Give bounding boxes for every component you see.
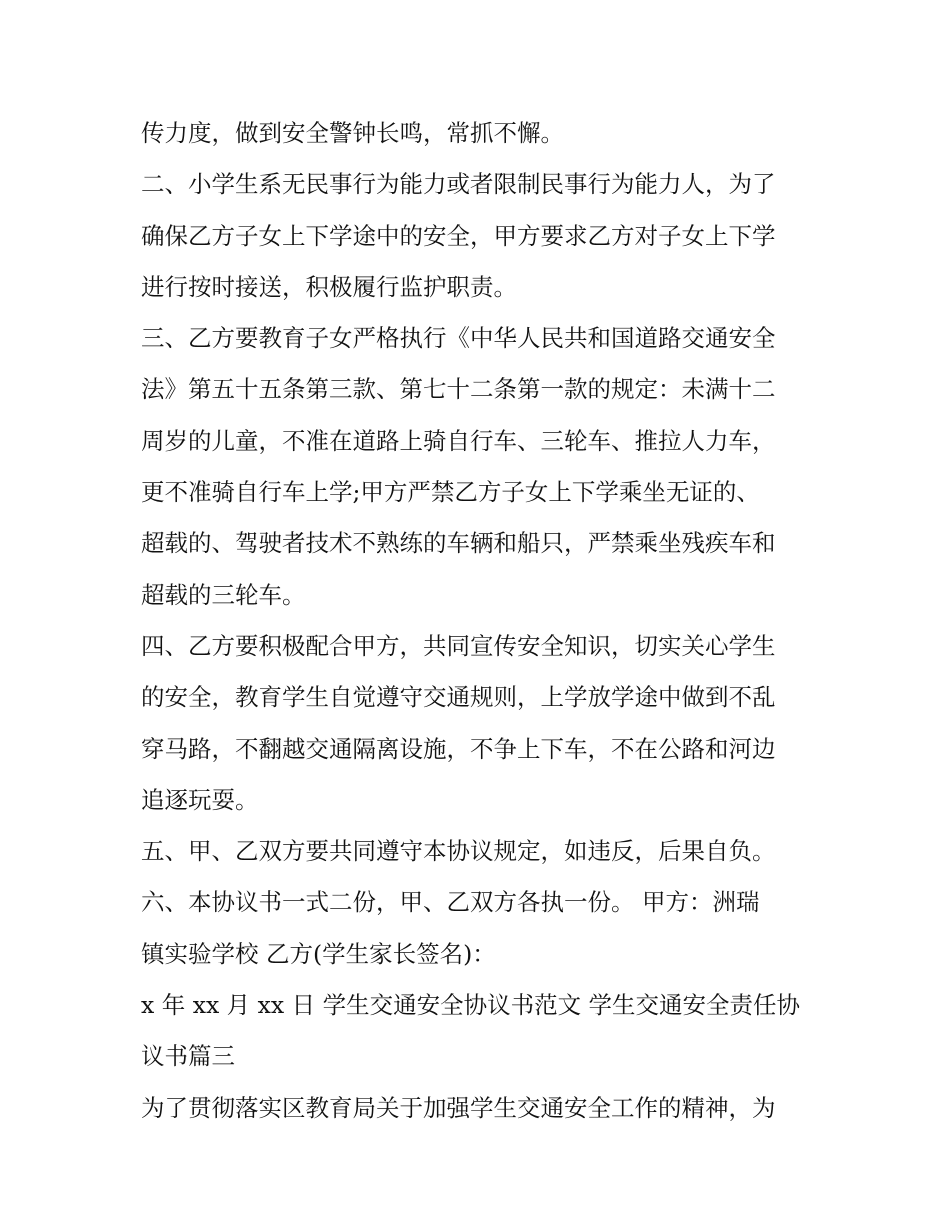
text-line-3: 确保乙方子女上下学途中的安全，甲方要求乙方对子女上下学 <box>141 221 776 250</box>
text-line-4: 进行按时接送，积极履行监护职责。 <box>141 272 517 301</box>
text-line-2: 二、小学生系无民事行为能力或者限制民事行为能力人，为了 <box>141 170 776 199</box>
text-line-5: 三、乙方要教育子女严格执行《中华人民共和国道路交通安全 <box>141 324 776 353</box>
text-line-20: 为了贯彻落实区教育局关于加强学生交通安全工作的精神，为 <box>141 1093 776 1122</box>
text-line-9: 超载的、驾驶者技术不熟练的车辆和船只，严禁乘坐残疾车和 <box>141 529 776 558</box>
text-line-7: 周岁的儿童，不准在道路上骑自行车、三轮车、推拉人力车， <box>141 426 776 455</box>
text-line-17: 镇实验学校 乙方(学生家长签名)： <box>141 939 496 968</box>
text-line-12: 的安全，教育学生自觉遵守交通规则，上学放学途中做到不乱 <box>141 683 776 712</box>
text-line-10: 超载的三轮车。 <box>141 580 306 609</box>
text-line-13: 穿马路，不翻越交通隔离设施，不争上下车，不在公路和河边 <box>141 734 776 763</box>
text-line-19: 议书篇三 <box>141 1042 235 1071</box>
text-line-1: 传力度，做到安全警钟长鸣，常抓不懈。 <box>141 119 564 147</box>
document-body <box>141 108 821 1134</box>
text-line-8: 更不准骑自行车上学;甲方严禁乙方子女上下学乘坐无证的、 <box>141 478 760 507</box>
text-line-11: 四、乙方要积极配合甲方，共同宣传安全知识，切实关心学生 <box>141 631 776 660</box>
text-line-16: 六、本协议书一式二份，甲、乙双方各执一份。 甲方：洲瑞 <box>141 888 760 917</box>
text-line-14: 追逐玩耍。 <box>141 785 259 814</box>
text-line-18: x 年 xx 月 xx 日 学生交通安全协议书范文 学生交通安全责任协 <box>141 991 801 1020</box>
text-line-6: 法》第五十五条第三款、第七十二条第一款的规定：未满十二 <box>141 375 776 404</box>
text-line-15: 五、甲、乙双方要共同遵守本协议规定，如违反，后果自负。 <box>141 837 776 866</box>
